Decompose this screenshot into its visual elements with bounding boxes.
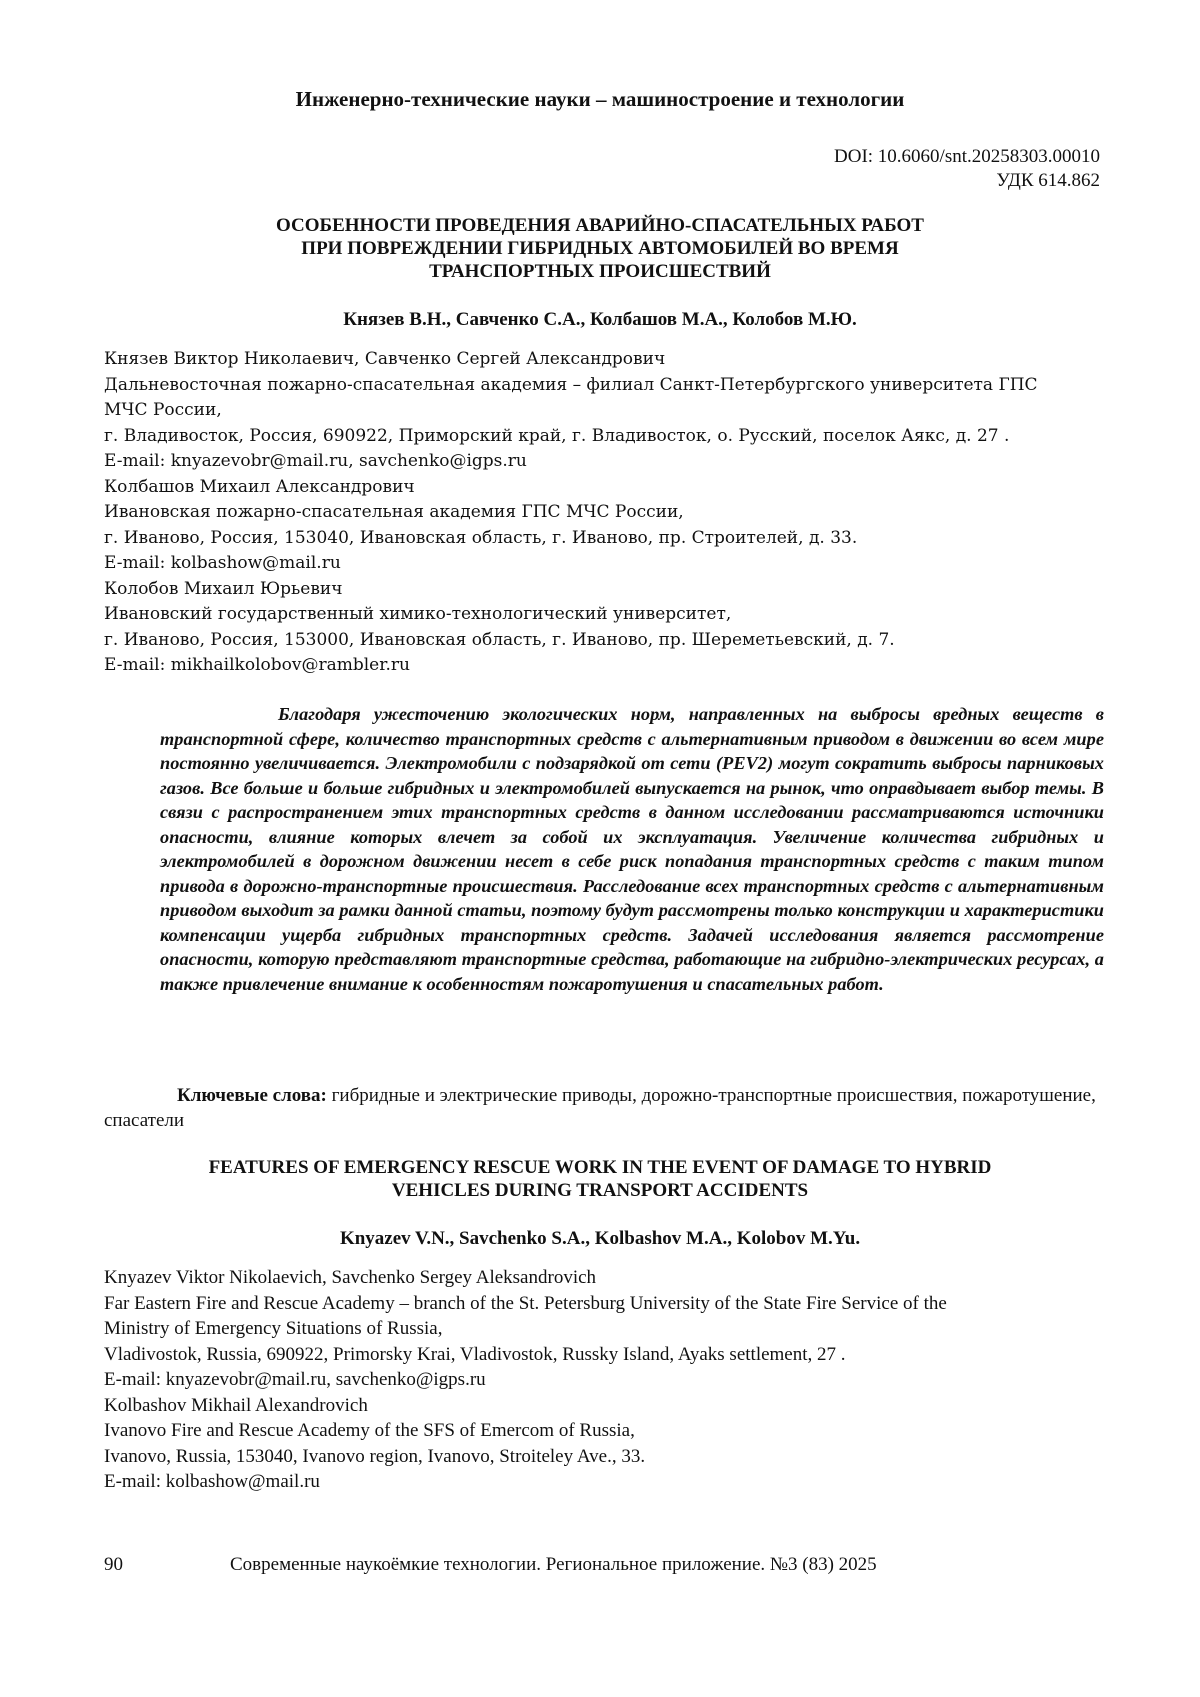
- doi: DOI: 10.6060/snt.20258303.00010: [834, 146, 1100, 167]
- ru-affiliation-line: г. Иваново, Россия, 153040, Ивановская область, г. Иваново, пр. Строителей, д. 33.: [104, 527, 858, 548]
- ru-affiliation-line: Ивановский государственный химико-технологический университет,: [104, 604, 732, 624]
- en-affiliation-line: E-mail: kolbashow@mail.ru: [104, 1471, 320, 1492]
- ru-affiliation-line: Колбашов Михаил Александрович: [104, 476, 415, 497]
- page-number: 90: [104, 1554, 123, 1575]
- journal-footer: Современные наукоёмкие технологии. Региональное приложение. №3 (83) 2025: [230, 1554, 877, 1575]
- keywords-label: Ключевые слова:: [177, 1085, 327, 1106]
- article-identifiers: [834, 145, 1100, 193]
- section-title: Инженерно-технические науки – машиностроение и технологии: [295, 87, 905, 111]
- ru-affiliation-line: E-mail: mikhailkolobov@rambler.ru: [104, 655, 410, 675]
- udk: УДК 614.862: [996, 170, 1100, 191]
- en-affiliation-line: E-mail: knyazevobr@mail.ru, savchenko@igps.ru: [104, 1369, 486, 1390]
- en-affiliation-line: Ivanovo Fire and Rescue Academy of the SFS of Emercom of Russia,: [104, 1420, 635, 1441]
- ru-affiliation-line: г. Владивосток, Россия, 690922, Приморский край, г. Владивосток, о. Русский, поселок Аякс, д. 27 .: [104, 425, 1010, 446]
- en-affiliations: [104, 1265, 1104, 1495]
- ru-affiliation-line: Князев Виктор Николаевич, Савченко Сергей Александрович: [104, 349, 666, 369]
- ru-abstract: Благодаря ужесточению экологических норм, направленных на выбросы вредных веществ в транспортной сфере, количество транспортных средств с альтернативным приводом в движении во всем мире постоянно увеличивается. Электромобили с подзарядкой от сети (PEV2) могут сократить выбросы парниковых газов. Все больше и больше гибридных и электромобилей выпускается на рынок, что оправдывает выбор темы. В связи с распространением этих транспортных средств в данном исследовании рассматриваются источники опасности, влияние которых влечет за собой их эксплуатация. Увеличение количества гибридных и электромобилей в дорожном движении несет в себе риск попадания транспортных средств с таким типом привода в дорожно-транспортные происшествия. Расследование всех транспортных средств с альтернативным приводом выходит за рамки данной статьи, поэтому будут рассмотрены только конструкции и характеристики компенсации ущерба гибридных транспортных средств. Задачей исследования является рассмотрение опасности, которую представляют транспортные средства, работающие на гибридно-электрических ресурсах, а также привлечение внимание к особенностям пожаротушения и спасательных работ.: [160, 704, 1104, 994]
- en-title-line: VEHICLES DURING TRANSPORT ACCIDENTS: [391, 1180, 809, 1201]
- ru-affiliation-line: E-mail: kolbashow@mail.ru: [104, 553, 341, 573]
- ru-affiliation-line: Колобов Михаил Юрьевич: [104, 578, 343, 599]
- en-affiliation-line: Ivanovo, Russia, 153040, Ivanovo region, Ivanovo, Stroiteley Ave., 33.: [104, 1445, 646, 1467]
- ru-affiliation-line: г. Иваново, Россия, 153000, Ивановская область, г. Иваново, пр. Шереметьевский, д. 7.: [104, 629, 895, 650]
- ru-authors: Князев В.Н., Савченко С.А., Колбашов М.А., Колобов М.Ю.: [343, 309, 857, 330]
- ru-affiliation-line: Дальневосточная пожарно-спасательная академия – филиал Санкт-Петербургского университета ГПС: [104, 374, 1038, 395]
- ru-title-line: ПРИ ПОВРЕЖДЕНИИ ГИБРИДНЫХ АВТОМОБИЛЕЙ ВО ВРЕМЯ: [301, 238, 899, 259]
- en-title: [100, 1156, 1100, 1202]
- ru-keywords: [104, 1083, 1104, 1133]
- en-affiliation-line: Kolbashov Mikhail Alexandrovich: [104, 1394, 368, 1416]
- ru-title-line: ТРАНСПОРТНЫХ ПРОИСШЕСТВИЙ: [429, 261, 771, 282]
- ru-affiliations: [104, 347, 1104, 679]
- ru-affiliation-line: МЧС России,: [104, 400, 222, 420]
- ru-title-line: ОСОБЕННОСТИ ПРОВЕДЕНИЯ АВАРИЙНО-СПАСАТЕЛЬНЫХ РАБОТ: [276, 215, 924, 236]
- en-affiliation-line: Knyazev Viktor Nikolaevich, Savchenko Sergey Aleksandrovich: [104, 1267, 597, 1288]
- en-affiliation-line: Ministry of Emergency Situations of Russia,: [104, 1318, 443, 1339]
- ru-title: [150, 214, 1050, 283]
- keywords-text: гибридные и электрические приводы, дорожно-транспортные происшествия, пожаротушение, спасатели: [104, 1085, 1096, 1131]
- en-affiliation-line: Vladivostok, Russia, 690922, Primorsky Krai, Vladivostok, Russky Island, Ayaks settlement, 27 .: [104, 1343, 846, 1365]
- ru-affiliation-line: Ивановская пожарно-спасательная академия ГПС МЧС России,: [104, 502, 684, 522]
- en-title-line: FEATURES OF EMERGENCY RESCUE WORK IN THE EVENT OF DAMAGE TO HYBRID: [208, 1157, 992, 1178]
- en-authors: Knyazev V.N., Savchenko S.A., Kolbashov M.A., Kolobov M.Yu.: [339, 1228, 861, 1249]
- ru-affiliation-line: E-mail: knyazevobr@mail.ru, savchenko@igps.ru: [104, 451, 527, 471]
- en-affiliation-line: Far Eastern Fire and Rescue Academy – branch of the St. Petersburg University of the State Fire Service of the: [104, 1292, 947, 1314]
